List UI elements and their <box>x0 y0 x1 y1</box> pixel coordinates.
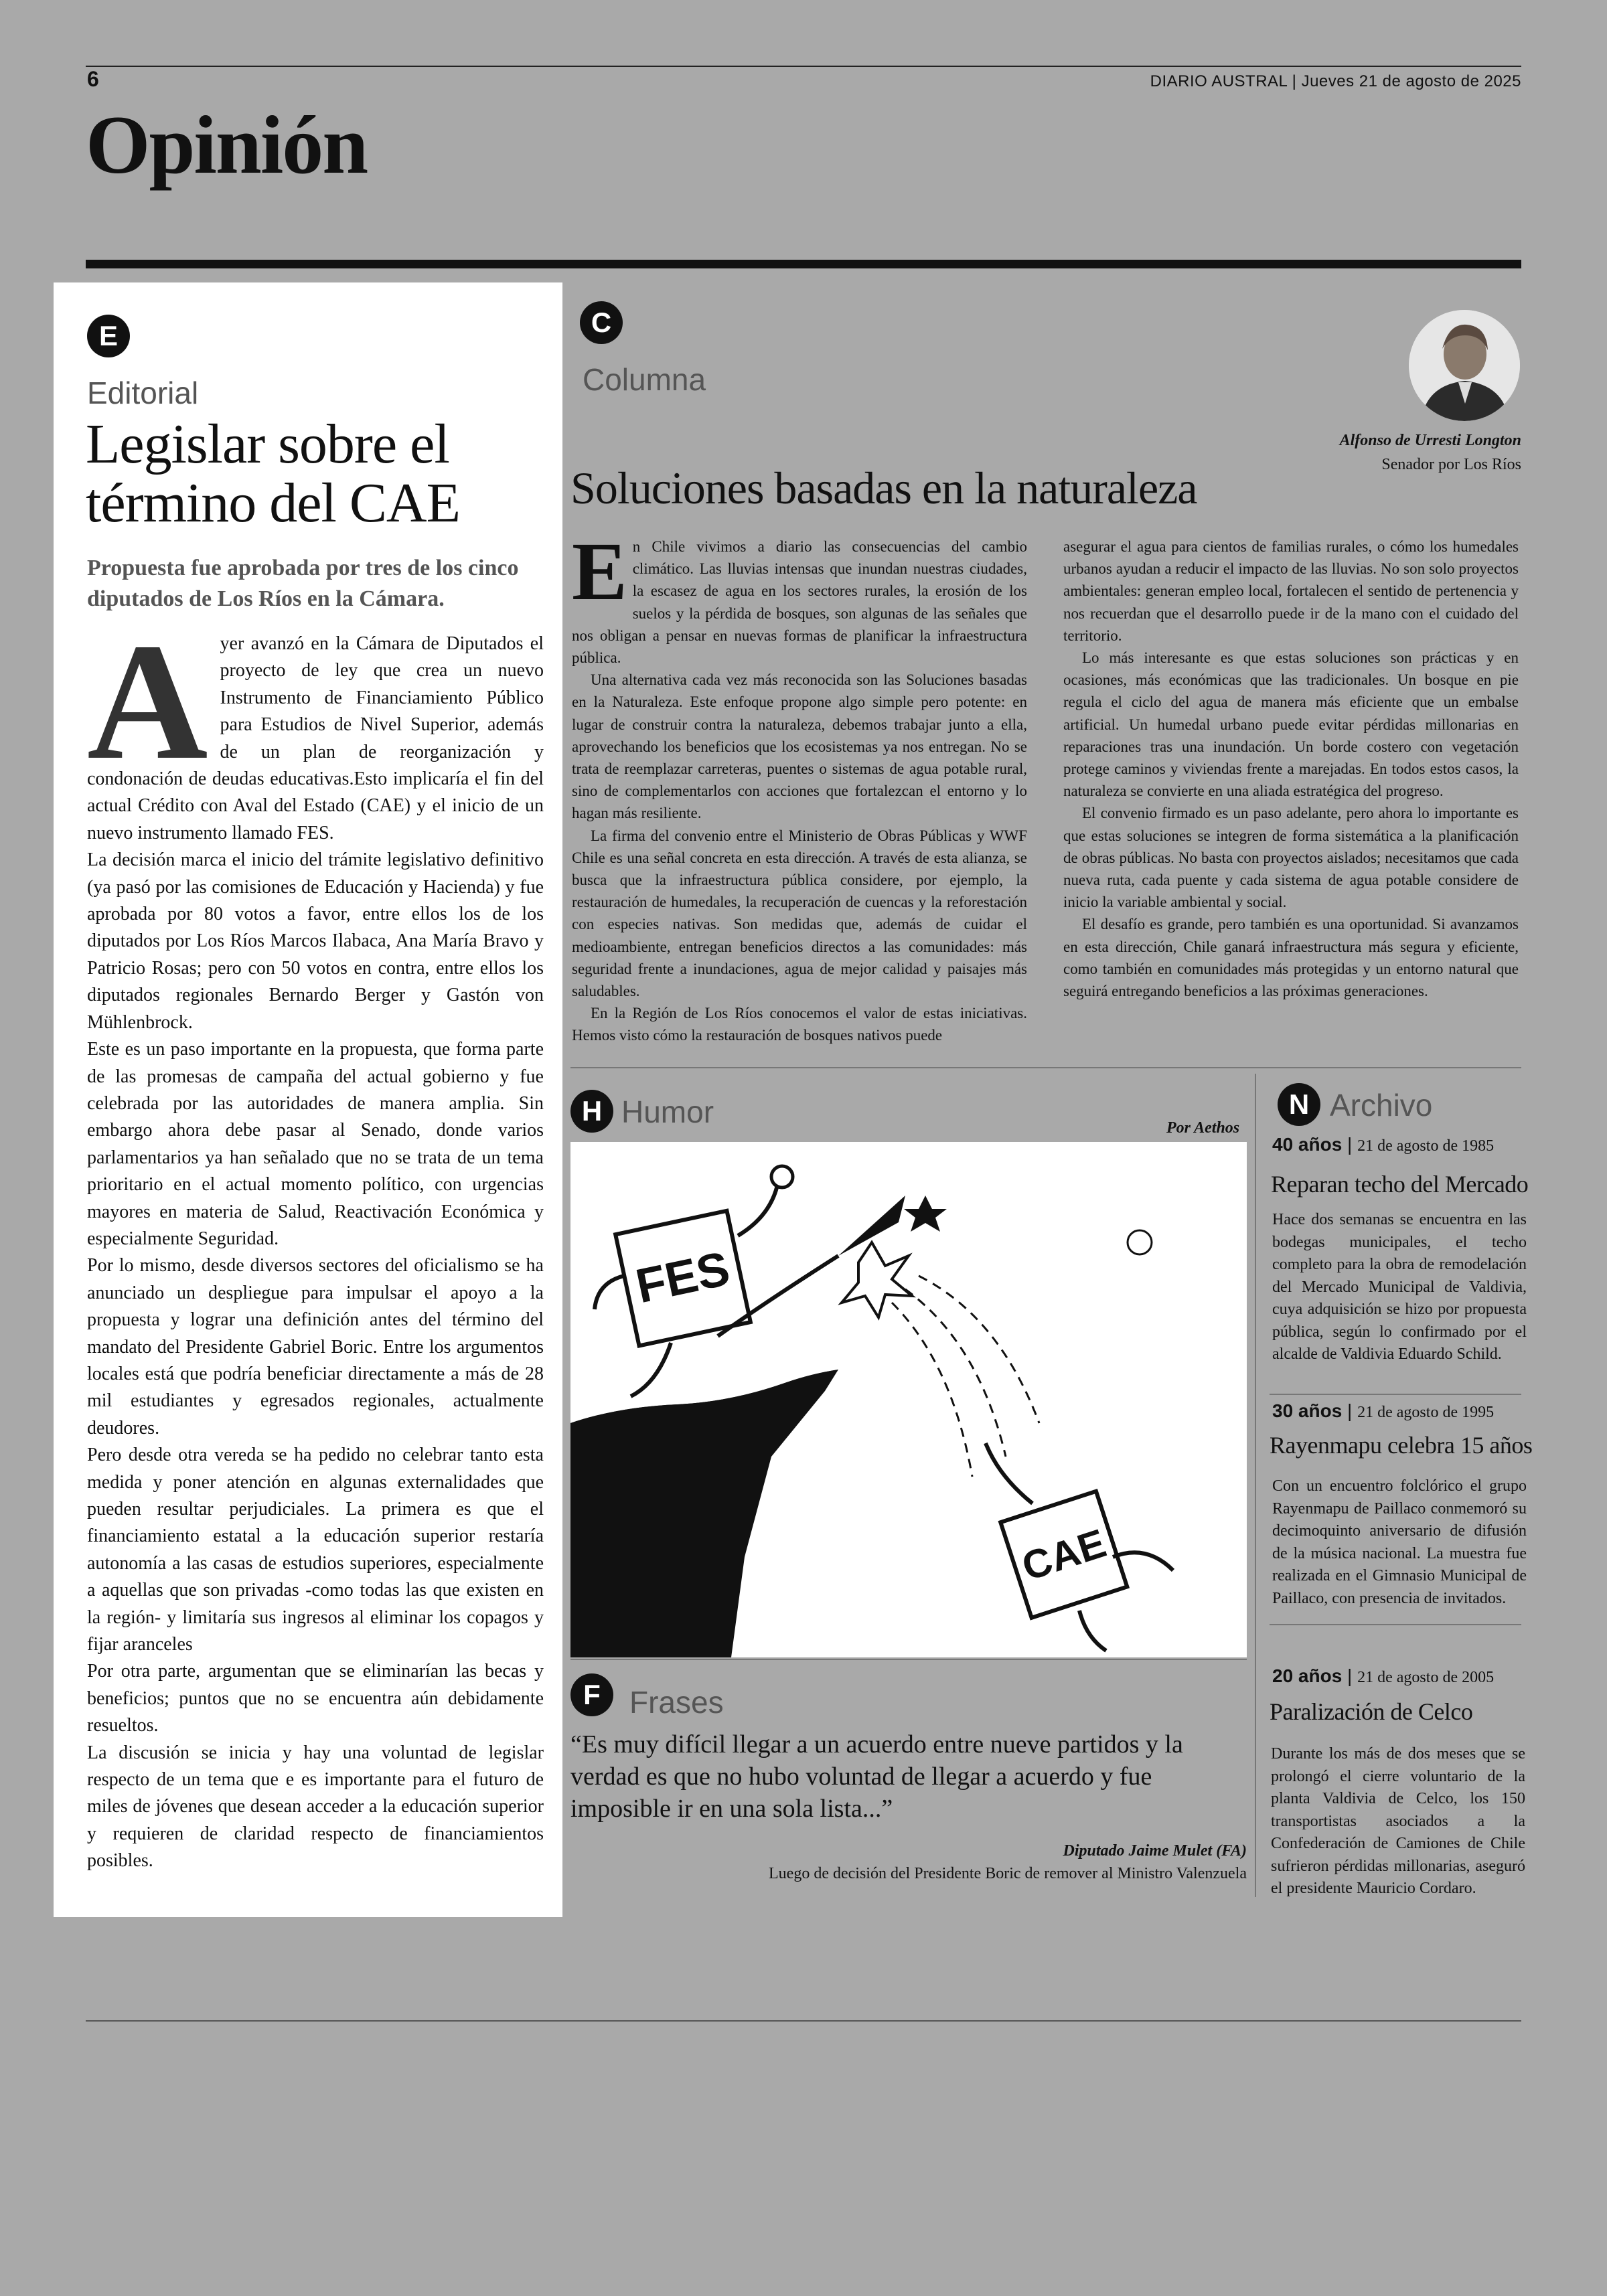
cartoon-label-cae: CAE <box>1016 1520 1112 1590</box>
column-paragraph: La firma del convenio entre el Ministerio de Obras Públicas y WWF Chile es una señal concreta en esta dirección. A través de esta alianza, se busca que la infraestructura pública considere, por ejemplo, la restauración de humedales, la recuperación de cuencas y la reforestación con especies nativas. Son medidas que, además de cuidar el medioambiente, entregan beneficios directos a las comunidades: más seguridad frente a inundaciones, agua de mejor calidad y paisajes más saludables. <box>572 827 1027 1000</box>
column-author-block <box>1340 428 1521 477</box>
editorial-paragraph: Pero desde otra vereda se ha pedido no celebrar tanto esta medida y poner atención en algunas externalidades que pueden resultar perjudiciales. La primera es que el financiamiento estatal a la educación superior restaría autonomía a las casas de estudios superiores, especialmente a aquellas que son privadas -como todas las que existen en la región- y limitaría sus ingresos al eliminar los copagos y fijar aranceles <box>87 1445 544 1655</box>
frases-badge: F <box>570 1673 613 1716</box>
section-title: Opinión <box>86 99 368 191</box>
editorial-paragraph: La decisión marca el inicio del trámite legislativo definitivo (ya pasó por las comisiones de Educación y Hacienda) y fue aprobada por 80 votos a favor, entre ellos los de los diputados por Los Ríos Marcos Ilabaca, Ana María Bravo y Patricio Rosas; pero con 50 votos en contra, entre ellos los diputados regionales Bernardo Berger y Gastón von Mühlenbrock. <box>87 849 544 1033</box>
masthead: DIARIO AUSTRAL | Jueves 21 de agosto de 2025 <box>1150 72 1521 90</box>
newspaper-name: DIARIO AUSTRAL <box>1150 72 1288 90</box>
column-paragraph: Lo más interesante es que estas soluciones son prácticas y en ocasiones, más económicas que las tradicionales. Un bosque en pie regula el ciclo del agua de manera más eficiente que un embalse artificial. Un humedal urbano puede evitar pérdidas millonarias en reparaciones tras una inundación. Un borde costero con vegetación protege caminos y viviendas frente a marejadas. En todos estos casos, la naturaleza se convierte en una aliada estratégica del progreso. <box>1063 649 1519 800</box>
archivo-item-headline: Paralización de Celco <box>1270 1698 1473 1725</box>
archivo-item-years: 20 años | 21 de agosto de 2005 <box>1272 1665 1495 1686</box>
humor-byline: Por Aethos <box>1166 1119 1240 1137</box>
editorial-dropcap: A <box>87 609 208 795</box>
top-rule <box>86 66 1521 67</box>
column-text-right <box>1063 536 1519 1002</box>
cartoon-label-fes: FES <box>631 1241 735 1314</box>
column-paragraph: En la Región de Los Ríos conocemos el valor de estas iniciativas. Hemos visto cómo la restauración de bosques nativos puede <box>572 1005 1027 1044</box>
archivo-item-headline: Rayenmapu celebra 15 años <box>1270 1432 1533 1459</box>
archivo-item-years: 30 años | 21 de agosto de 1995 <box>1272 1400 1495 1421</box>
humor-badge: H <box>570 1090 613 1133</box>
archivo-item-date: 21 de agosto de 2005 <box>1357 1669 1495 1686</box>
archivo-item-date: 21 de agosto de 1985 <box>1357 1137 1495 1155</box>
frases-author: Diputado Jaime Mulet (FA) <box>1063 1842 1247 1860</box>
column-title: Soluciones basadas en la naturaleza <box>570 463 1197 513</box>
editorial-box <box>54 282 562 1917</box>
archivo-item-date: 21 de agosto de 1995 <box>1357 1404 1495 1421</box>
archivo-item-headline: Reparan techo del Mercado <box>1271 1171 1529 1198</box>
column-paragraph: Una alternativa cada vez más reconocida son las Soluciones basadas en la Naturaleza. Este enfoque propone algo simple pero potente: en lugar de construir contra la naturaleza, debemos trabajar junto a ella, aprovechando los beneficios que los ecosistemas ya nos entregan. No se trata de reemplazar carreteras, puentes o sistemas de agua potable rural, sino de complementarlos con acciones que fortalezcan el entorno y lo hagan más resiliente. <box>572 671 1027 822</box>
frases-quote: “Es muy difícil llegar a un acuerdo entre nueve partidos y la verdad es que no hubo voluntad de llegar a acuerdo y fue imposible ir en una sola lista...” <box>570 1730 1183 1823</box>
issue-date: Jueves 21 de agosto de 2025 <box>1301 72 1521 90</box>
humor-kicker: Humor <box>621 1094 714 1129</box>
column-paragraph: n Chile vivimos a diario las consecuencias del cambio climático. Las lluvias intensas que inundan nuestras ciudades, la escasez de agua en los sectores rurales, la erosión de los suelos y la pérdida de bosques, son algunas de las señales que nos obligan a pensar en nuevas formas de planificar la infraestructura pública. <box>572 538 1027 667</box>
section-rule <box>86 260 1521 268</box>
column-badge: C <box>580 301 623 344</box>
editorial-body <box>87 609 544 1875</box>
archivo-item-text: Con un encuentro folclórico el grupo Rayenmapu de Paillaco conmemoró su decimoquinto aniversario de difusión de la música nacional. La muestra fue realizada en el Gimnasio Municipal de Paillaco, con presencia de invitados. <box>1272 1477 1527 1607</box>
editorial-paragraph: Por lo mismo, desde diversos sectores del oficialismo se ha anunciado un despliegue para impulsar el apoyo a la propuesta y lograr una definición antes del término del mandato del Presidente Gabriel Boric. Entre los argumentos locales está que podría beneficiar directamente a más de 28 mil estudiantes y egresados regionales, actualmente deudores. <box>87 1255 544 1439</box>
author-avatar <box>1409 310 1520 421</box>
editorial-paragraph: Este es un paso importante en la propuesta, que forma parte de las promesas de campaña del actual gobierno y fue celebrada por las autoridades de manera amplia. Sin embargo ahora debe pasar al Senado, donde varios parlamentarios ya han señalado que no se trata de un tema prioritario en el actual momento político, con urgencias mayores en materia de Salud, Reactivación Económica y especialmente Seguridad. <box>87 1039 544 1249</box>
editorial-deck: Propuesta fue aprobada por tres de los cinco diputados de Los Ríos en la Cámara. <box>87 556 519 611</box>
column-bottom-rule <box>570 1067 1521 1068</box>
cartoon-illustration <box>570 1142 1247 1657</box>
humor-cartoon <box>570 1142 1247 1657</box>
frases-kicker: Frases <box>629 1685 724 1720</box>
archivo-divider-1 <box>1270 1394 1521 1395</box>
column-paragraph: El desafío es grande, pero también es una oportunidad. Si avanzamos en esta dirección, Chile ganará infraestructura más segura y eficiente, como también en comunidades más protegidas y un entorno natural que seguirá entregando beneficios a las próximas generaciones. <box>1063 916 1519 1000</box>
editorial-kicker: Editorial <box>87 376 199 410</box>
editorial-title: Legislar sobre el término del CAE <box>86 413 460 534</box>
archivo-item-text: Hace dos semanas se encuentra en las bodegas municipales, el techo completo para la obra de remodelación del Mercado Municipal de Valdivia, cuya adquisición se hizo por propuesta pública, según lo confirmado por el alcalde de Valdivia Eduardo Schild. <box>1272 1211 1527 1363</box>
editorial-paragraph: La discusión se inicia y hay una voluntad de legislar respecto de un tema que e es importante para el futuro de miles de jóvenes que desean acceder a la educación superior y requieren de claridad respecto de financiamientos posibles. <box>87 1742 544 1872</box>
page-number: 6 <box>87 67 99 91</box>
archivo-divider-2 <box>1270 1624 1521 1625</box>
humor-bottom-rule <box>570 1659 1247 1660</box>
frases-context: Luego de decisión del Presidente Boric de remover al Ministro Valenzuela <box>769 1865 1247 1882</box>
editorial-paragraph: yer avanzó en la Cámara de Diputados el proyecto de ley que crea un nuevo Instrumento de Financiamiento Público para Estudios de Nivel Superior, además de un plan de reorganización y condonación de deudas educativas.Esto implicaría el fin del actual Crédito con Aval del Estado (CAE) y el inicio de un nuevo instrumento llamado FES. <box>87 633 544 843</box>
column-kicker: Columna <box>583 362 706 397</box>
column-paragraph: asegurar el agua para cientos de familias rurales, o cómo los humedales urbanos ayudan a reducir el impacto de las lluvias. No son solo proyectos ambientales: generan empleo local, fortalecen el sentido de pertenencia y nos recuerdan que el desarrollo puede ir de la mano con el cuidado del territorio. <box>1063 538 1519 644</box>
archivo-badge: N <box>1278 1083 1320 1126</box>
archivo-item-years: 40 años | 21 de agosto de 1985 <box>1272 1134 1495 1155</box>
editorial-badge: E <box>87 315 130 357</box>
column-paragraph: El convenio firmado es un paso adelante, pero ahora lo importante es que estas soluciones se integren de forma sistemática a la planificación de obras públicas. No basta con proyectos aislados; necesitamos que cada nueva ruta, cada puente y cada sistema de agua potable considere de inicio la variable ambiental y social. <box>1063 805 1519 911</box>
column-author-role: Senador por Los Ríos <box>1381 456 1521 473</box>
archivo-kicker: Archivo <box>1330 1088 1433 1123</box>
editorial-paragraph: Por otra parte, argumentan que se eliminarían las becas y beneficios; puntos que no se encuentra aún debidamente resueltos. <box>87 1661 544 1736</box>
archivo-divider <box>1255 1074 1256 1897</box>
author-photo-icon <box>1409 310 1520 421</box>
page-bottom-rule <box>86 2020 1521 2022</box>
column-dropcap: E <box>572 525 627 617</box>
column-text-left <box>572 525 1027 1047</box>
archivo-item-text: Durante los más de dos meses que se prolongó el cierre voluntario de la planta Valdivia de Celco, los 150 transportistas asociados a la Confederación de Camiones de Chile sufrieron pérdidas millonarias, aseguró el presidente Mauricio Cordaro. <box>1271 1745 1525 1897</box>
column-author: Alfonso de Urresti Longton <box>1339 432 1521 449</box>
